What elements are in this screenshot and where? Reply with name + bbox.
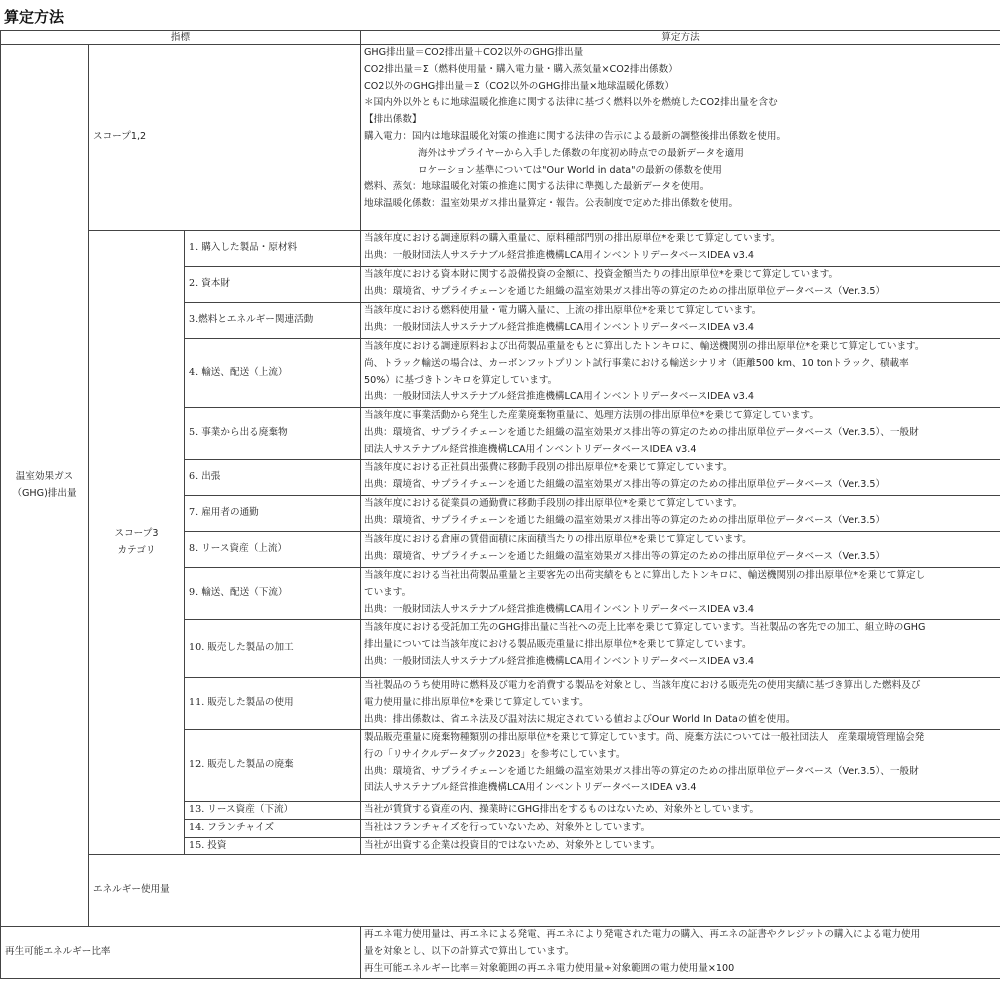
category-5-method: 当該年度に事業活動から発生した産業廃棄物重量に、処理方法別の排出原単位*を乗じて算定しています。 出典：環境省、サプライチェーンを通じた組織の温室効果ガス排出等の算定のための排出原単位データベース（Ver.3.5）、一般財 団法人サステナブル経営推進機構LCA用インベントリデータベースIDEA v3.4 — [361, 408, 1000, 460]
page-title: 算定方法 — [4, 8, 65, 26]
header-method: 算定方法 — [361, 31, 1000, 45]
table-row — [1, 927, 1000, 979]
category-4-method: 当該年度における調達原料および出荷製品重量をもとに算出したトンキロに、輸送機関別の排出原単位*を乗じて算定しています。 尚、トラック輸送の場合は、カーボンフットプリント試行事業における輸送シナリオ（距離500 km、10 tonトラック、積載率 50%）に基づきトンキロを算定しています。 出典：一般財団法人サステナブル経営推進機構LCA用インベントリデータベースIDEA v3.4 — [361, 339, 1000, 408]
scope12-label: スコープ1,2 — [89, 45, 361, 231]
header-indicator: 指標 — [1, 31, 361, 45]
category-4: 4. 輸送、配送（上流） — [185, 339, 361, 408]
table-row — [1, 45, 1000, 231]
ghg-label-line2: （GHG)排出量 — [12, 487, 77, 499]
category-9-method: 当該年度における当社出荷製品重量と主要客先の出荷実績をもとに算出したトンキロに、輸送機関別の排出原単位*を乗じて算定し ています。 出典：一般財団法人サステナブル経営推進機構LCA用インベントリデータベースIDEA v3.4 — [361, 568, 1000, 620]
category-3: 3.燃料とエネルギー関連活動 — [185, 303, 361, 339]
category-15-method: 当社が出資する企業は投資目的ではないため、対象外としています。 — [361, 837, 1000, 855]
category-1-method: 当該年度における調達原料の購入重量に、原料種部門別の排出原単位*を乗じて算定しています。 出典：一般財団法人サステナブル経営推進機構LCA用インベントリデータベースIDEA v3.4 — [361, 231, 1000, 267]
category-1: 1. 購入した製品・原材料 — [185, 231, 361, 267]
table-row — [1, 855, 1000, 927]
calculation-method-table — [0, 30, 1000, 979]
category-14: 14. フランチャイズ — [185, 819, 361, 837]
category-9: 9. 輸送、配送（下流） — [185, 568, 361, 620]
category-14-method: 当社はフランチャイズを行っていないため、対象外としています。 — [361, 819, 1000, 837]
scope12-method: GHG排出量＝CO2排出量＋CO2以外のGHG排出量 CO2排出量＝Σ（燃料使用量・購入電力量・購入蒸気量×CO2排出係数） CO2以外のGHG排出量＝Σ（CO2以外のGHG排出量×地球温暖化係数） ＊国内外以外ともに地球温暖化推進に関する法律に基づく燃料以外を燃焼したCO2排出量を含む 【排出係数】 購入電力：国内は地球温暖化対策の推進に関する法律の告示による最新の調整後排出係数を使用。 海外はサプライヤーから入手した係数の年度初め時点での最新データを適用 ロケーション基準については"Our World in data"の最新の係数を使用 燃料、蒸気：地球温暖化対策の推進に関する法律に準拠した最新データを使用。 地球温暖化係数：温室効果ガス排出量算定・報告。公表制度で定めた排出係数を使用。 — [361, 45, 1000, 231]
renewable-method: 再エネ電力使用量は、再エネによる発電、再エネにより発電された電力の購入、再エネの証書やクレジットの購入による電力使用 量を対象とし、以下の計算式で算出しています。 再生可能エネルギー比率＝対象範囲の再エネ電力使用量÷対象範囲の電力使用量×100 — [361, 927, 1000, 979]
category-11: 11. 販売した製品の使用 — [185, 678, 361, 730]
category-13: 13. リース資産（下流） — [185, 802, 361, 820]
category-8: 8. リース資産（上流） — [185, 532, 361, 568]
category-2-method: 当該年度における資本財に関する設備投資の金額に、投資金額当たりの排出原単位*を乗じて算定しています。 出典：環境省、サプライチェーンを通じた組織の温室効果ガス排出等の算定のための排出原単位データベース（Ver.3.5） — [361, 267, 1000, 303]
energy-label: エネルギー使用量 — [89, 855, 1000, 927]
category-3-method: 当該年度における燃料使用量・電力購入量に、上流の排出原単位*を乗じて算定しています。 出典：一般財団法人サステナブル経営推進機構LCA用インベントリデータベースIDEA v3.4 — [361, 303, 1000, 339]
category-6: 6. 出張 — [185, 460, 361, 496]
category-11-method: 当社製品のうち使用時に燃料及び電力を消費する製品を対象とし、当該年度における販売先の使用実績に基づき算出した燃料及び 電力使用量に排出原単位*を乗じて算定しています。 出典：排出係数は、省エネ法及び温対法に規定されている値およびOur World In Dataの値を使用。 — [361, 678, 1000, 730]
category-2: 2. 資本財 — [185, 267, 361, 303]
category-7-method: 当該年度における従業員の通勤費に移動手段別の排出原単位*を乗じて算定しています。 出典：環境省、サプライチェーンを通じた組織の温室効果ガス排出等の算定のための排出原単位データベース（Ver.3.5） — [361, 496, 1000, 532]
category-15: 15. 投資 — [185, 837, 361, 855]
table-header-row — [1, 31, 1000, 45]
category-13-method: 当社が賃貸する資産の内、操業時にGHG排出をするものはないため、対象外としています。 — [361, 802, 1000, 820]
category-5: 5. 事業から出る廃棄物 — [185, 408, 361, 460]
category-6-method: 当該年度における正社員出張費に移動手段別の排出原単位*を乗じて算定しています。 出典：環境省、サプライチェーンを通じた組織の温室効果ガス排出等の算定のための排出原単位データベース（Ver.3.5） — [361, 460, 1000, 496]
ghg-label-cell — [1, 45, 89, 927]
category-8-method: 当該年度における倉庫の賃借面積に床面積当たりの排出原単位*を乗じて算定しています。 出典：環境省、サプライチェーンを通じた組織の温室効果ガス排出等の算定のための排出原単位データベース（Ver.3.5） — [361, 532, 1000, 568]
category-12-method: 製品販売重量に廃棄物種類別の排出原単位*を乗じて算定しています。尚、廃棄方法については一般社団法人 産業環境管理協会発 行の「リサイクルデータブック2023」を参考にしています。 出典：環境省、サプライチェーンを通じた組織の温室効果ガス排出等の算定のための排出原単位データベース（Ver.3.5）、一般財 団法人サステナブル経営推進機構LCA用インベントリデータベースIDEA v3.4 — [361, 730, 1000, 802]
ghg-label-line1: 温室効果ガス — [15, 470, 74, 482]
table-row — [1, 231, 1000, 267]
category-12: 12. 販売した製品の廃棄 — [185, 730, 361, 802]
category-7: 7. 雇用者の通勤 — [185, 496, 361, 532]
category-10: 10. 販売した製品の加工 — [185, 620, 361, 678]
category-10-method: 当該年度における受託加工先のGHG排出量に当社への売上比率を乗じて算定しています。当社製品の客先での加工、組立時のGHG 排出量については当該年度における製品販売重量に排出原単位*を乗じて算定しています。 出典：一般財団法人サステナブル経営推進機構LCA用インベントリデータベースIDEA v3.4 — [361, 620, 1000, 678]
scope3-label-cell: スコープ3 カテゴリ — [89, 231, 185, 855]
renewable-label: 再生可能エネルギー比率 — [1, 927, 361, 979]
